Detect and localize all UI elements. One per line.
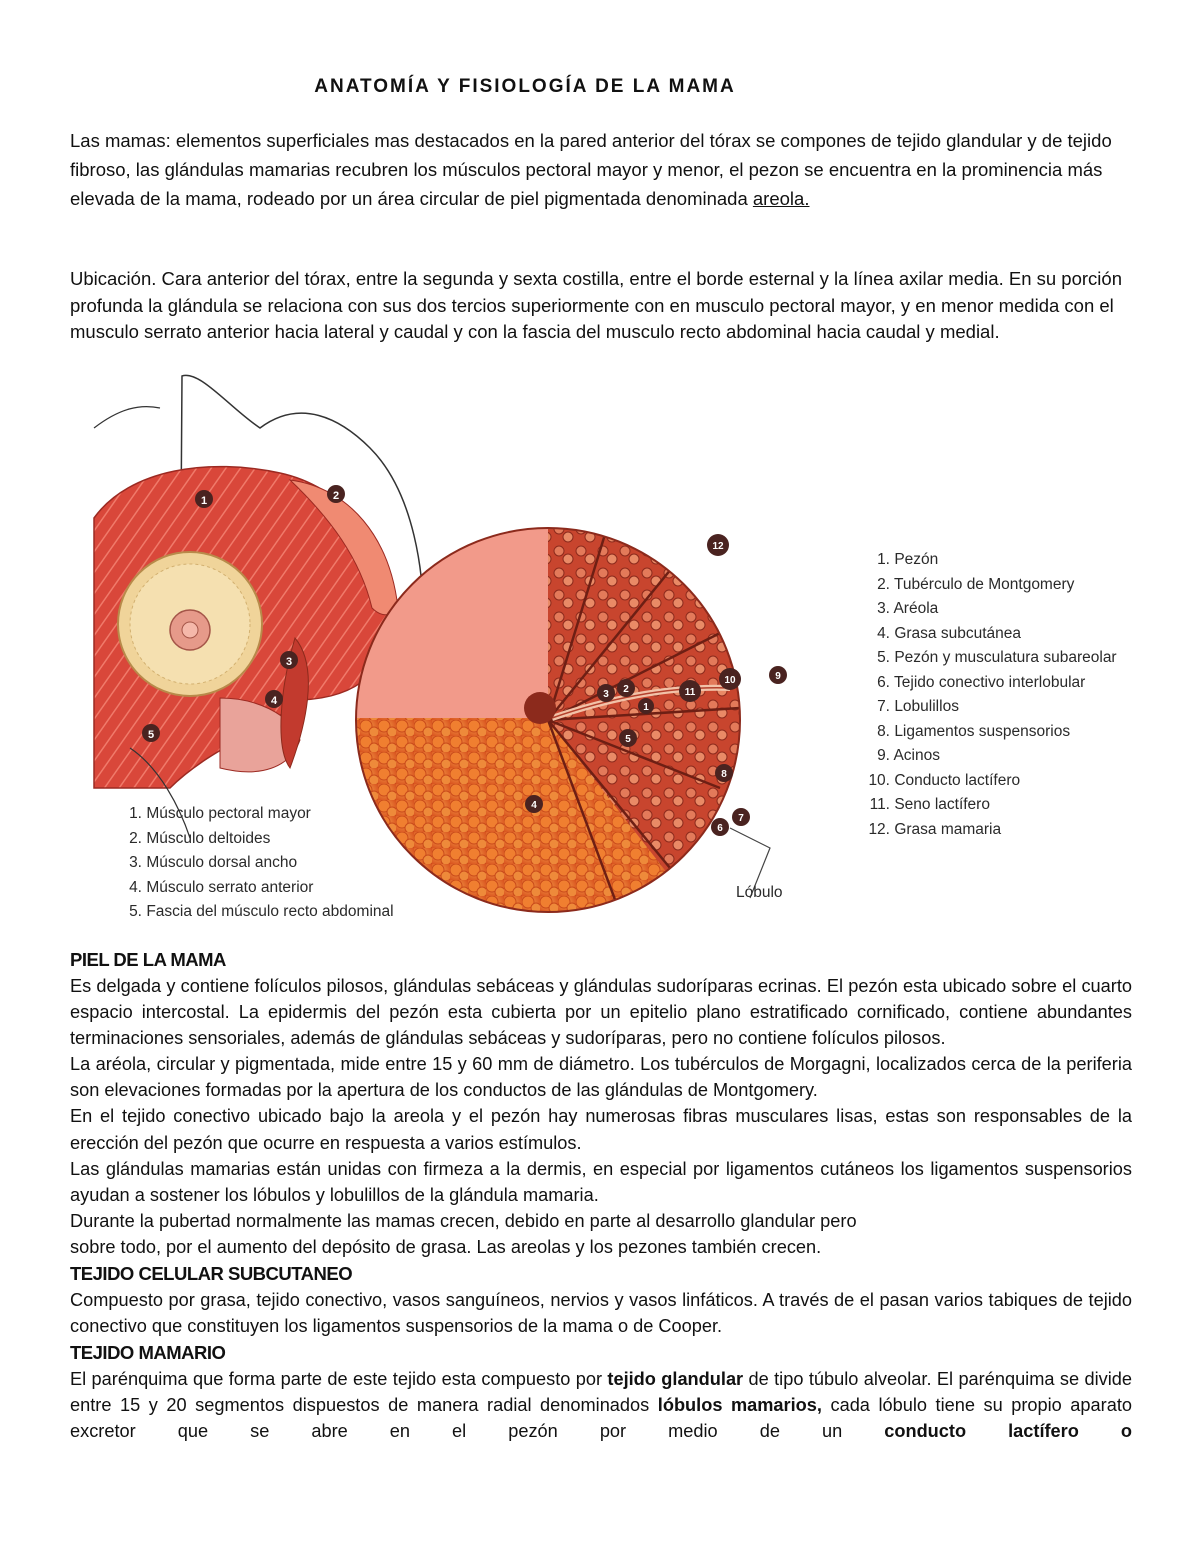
svg-text:4: 4 bbox=[270, 695, 278, 707]
left-marker-2 bbox=[327, 485, 345, 503]
right-marker-3 bbox=[597, 684, 615, 702]
right-marker-11 bbox=[679, 680, 701, 702]
right-legend-item: 8. Ligamentos suspensorios bbox=[877, 722, 1071, 740]
heading-mamario: TEJIDO MAMARIO bbox=[70, 1342, 226, 1364]
areola-term: areola. bbox=[752, 188, 810, 209]
svg-text:11: 11 bbox=[684, 687, 696, 698]
left-marker-4 bbox=[265, 690, 283, 708]
right-marker-9 bbox=[769, 666, 787, 684]
right-marker-4 bbox=[525, 795, 543, 813]
left-legend-item: 4. Músculo serrato anterior bbox=[129, 878, 314, 896]
left-marker-3 bbox=[280, 651, 298, 669]
piel-paragraph-4: Las glándulas mamarias están unidas con firmeza a la dermis, en especial por ligamentos cutáneos los ligamentos suspensorios ayudan a sostener los lóbulos y lobulillos de la glándula mamaria. bbox=[70, 1158, 1132, 1205]
subcutaneo-paragraph: Compuesto por grasa, tejido conectivo, vasos sanguíneos, nervios y vasos linfáticos. A través de el pasan varios tabiques de tejido conectivo que constituyen los ligamentos suspensorios de la mama o de Cooper. bbox=[70, 1290, 1132, 1337]
svg-text:4: 4 bbox=[531, 800, 537, 811]
svg-text:7: 7 bbox=[738, 813, 744, 824]
right-legend-item: 7. Lobulillos bbox=[877, 698, 959, 715]
svg-text:6: 6 bbox=[717, 823, 723, 834]
svg-text:12: 12 bbox=[712, 541, 724, 552]
right-legend bbox=[866, 548, 1117, 842]
left-marker-5 bbox=[142, 724, 160, 742]
right-marker-7 bbox=[732, 808, 750, 826]
heading-piel: PIEL DE LA MAMA bbox=[70, 949, 226, 970]
right-marker-12 bbox=[707, 534, 729, 556]
term-tejido-glandular: tejido glandular bbox=[607, 1369, 744, 1390]
mamario-paragraph: El parénquima que forma parte de este tejido esta compuesto por tejido glandular de tipo túbulo alveolar. El parénquima se divide entre 15 y 20 segmentos dispuestos de manera radial denominados lóbulos mamarios, cada lóbulo tiene su propio aparato excretor que se abre en el pezón por medio de un conducto lactífero o bbox=[70, 1369, 1132, 1442]
intro-paragraph bbox=[70, 126, 1132, 213]
right-legend-item: 10. Conducto lactífero bbox=[868, 771, 1021, 789]
body-text bbox=[70, 946, 1132, 1445]
svg-text:5: 5 bbox=[147, 729, 155, 741]
svg-text:2: 2 bbox=[332, 490, 340, 502]
heading-subcutaneo: TEJIDO CELULAR SUBCUTANEO bbox=[70, 1263, 353, 1285]
piel-paragraph-5a: Durante la pubertad normalmente las mamas crecen, debido en parte al desarrollo glandular pero bbox=[70, 1210, 857, 1231]
page-title: ANATOMÍA Y FISIOLOGÍA DE LA MAMA bbox=[314, 76, 736, 97]
left-legend-item: 3. Músculo dorsal ancho bbox=[129, 854, 298, 871]
right-legend-item: 6. Tejido conectivo interlobular bbox=[877, 673, 1086, 691]
svg-text:5: 5 bbox=[625, 734, 631, 745]
svg-text:9: 9 bbox=[775, 671, 781, 682]
right-marker-8 bbox=[715, 764, 733, 782]
right-marker-5 bbox=[619, 729, 637, 747]
svg-text:1: 1 bbox=[200, 495, 208, 507]
intro-text: Las mamas: elementos superficiales mas destacados en la pared anterior del tórax se compones de tejido glandular y de tejido fibroso, las glándulas mamarias recubren los músculos pectoral mayor y menor, el pezon se encuentra en la prominencia más elevada de la mama, rodeado por un área circular de piel pigmentada denominada bbox=[70, 130, 1112, 209]
right-marker-2 bbox=[617, 679, 635, 697]
piel-paragraph-2: La aréola, circular y pigmentada, mide entre 15 y 60 mm de diámetro. Los tubérculos de Morgagni, localizados cerca de la periferia son elevaciones formadas por la apertura de los conductos de las glándulas de Montgomery. bbox=[70, 1054, 1132, 1101]
term-lobulos-mamarios: lóbulos mamarios, bbox=[657, 1395, 822, 1416]
svg-text:1: 1 bbox=[643, 702, 649, 713]
right-legend-item: 3. Aréola bbox=[877, 600, 939, 617]
right-legend-item: 1. Pezón bbox=[877, 551, 939, 568]
left-legend-item: 2. Músculo deltoides bbox=[129, 829, 271, 847]
svg-text:10: 10 bbox=[724, 675, 736, 686]
right-legend-item: 2. Tubérculo de Montgomery bbox=[877, 575, 1075, 593]
right-legend-item: 12. Grasa mamaria bbox=[868, 820, 1002, 838]
svg-text:2: 2 bbox=[623, 684, 629, 695]
piel-paragraph-5b: sobre todo, por el aumento del depósito de grasa. Las areolas y los pezones también crecen. bbox=[70, 1236, 822, 1257]
piel-paragraph-1: Es delgada y contiene folículos pilosos, glándulas sebáceas y glándulas sudoríparas ecrinas. El pezón esta ubicado sobre el cuarto espacio intercostal. La epidermis del pezón esta cubierta por un epitelio plano estratificado cornificado, contiene abundantes terminaciones sensoriales, además de glándulas sebáceas y sudoríparas, pero no contiene folículos pilosos. bbox=[70, 976, 1132, 1049]
ubicacion-paragraph: Ubicación. Cara anterior del tórax, entre la segunda y sexta costilla, entre el borde esternal y la línea axilar media. En su porción profunda la glándula se relaciona con sus dos tercios superiormente con en musculo pectoral mayor, y en menor medida con el musculo serrato anterior hacia lateral y caudal y con la fascia del musculo recto abdominal hacia caudal y medial. bbox=[70, 268, 1122, 342]
left-legend bbox=[128, 802, 394, 925]
right-marker-10 bbox=[719, 668, 741, 690]
piel-paragraph-3: En el tejido conectivo ubicado bajo la areola y el pezón hay numerosas fibras musculares lisas, estas son responsables de la erección del pezón que ocurre en respuesta a varios estímulos. bbox=[70, 1106, 1132, 1153]
svg-text:8: 8 bbox=[721, 769, 727, 780]
lobulo-label: Lóbulo bbox=[736, 884, 783, 901]
left-legend-item: 5. Fascia del músculo recto abdominal bbox=[129, 903, 394, 920]
right-legend-item: 11. Seno lactífero bbox=[869, 796, 990, 813]
left-marker-1 bbox=[195, 490, 213, 508]
right-marker-1 bbox=[638, 698, 654, 714]
term-conducto-lactifero: conducto lactífero o bbox=[884, 1421, 1132, 1442]
right-legend-item: 4. Grasa subcutánea bbox=[877, 624, 1021, 642]
svg-text:3: 3 bbox=[603, 689, 609, 700]
left-legend-item: 1. Músculo pectoral mayor bbox=[129, 805, 311, 822]
svg-text:3: 3 bbox=[285, 656, 293, 668]
right-marker-6 bbox=[711, 818, 729, 836]
anatomy-figure bbox=[90, 368, 1150, 928]
right-legend-item: 5. Pezón y musculatura subareolar bbox=[877, 649, 1117, 666]
right-legend-item: 9. Acinos bbox=[877, 747, 940, 764]
